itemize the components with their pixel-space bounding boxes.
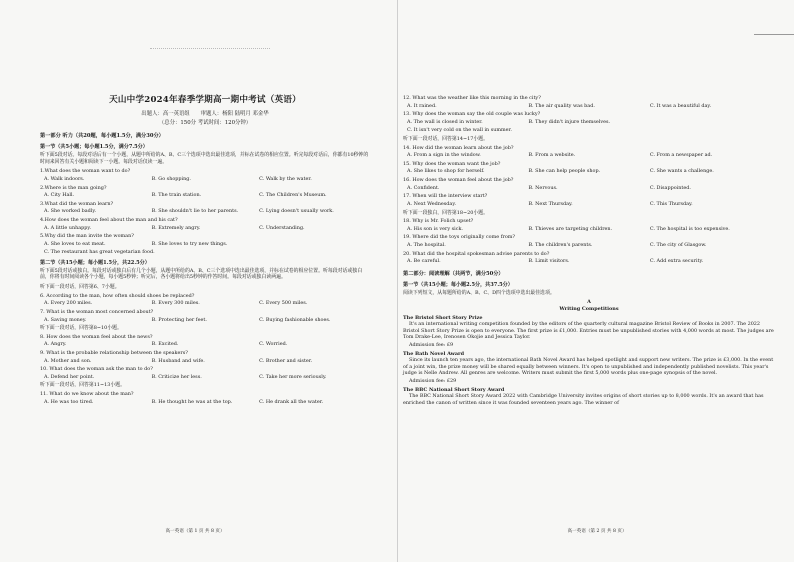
option-c: C. Take her more seriously.	[259, 373, 327, 380]
option-c: C. Understanding.	[259, 224, 305, 231]
option-b: B. Protecting her feet.	[151, 316, 207, 323]
question-block	[403, 95, 775, 109]
option-a: A. Confident.	[407, 184, 440, 191]
option-c: C. Every 500 miles.	[259, 300, 308, 307]
page-2-content	[403, 95, 775, 407]
question-block	[403, 177, 775, 191]
question-text: 17. When will the interview start?	[403, 193, 488, 200]
option-c: C. She wants a challenge.	[649, 168, 714, 175]
option-a: A. City Hall.	[44, 192, 75, 199]
option-a: A. She worked badly.	[44, 208, 97, 215]
option-c: C. He drank all the water.	[259, 398, 324, 405]
option-b: B. She shouldn't lie to her parents.	[151, 208, 239, 215]
question-block	[40, 168, 370, 182]
option-a: A. Every 200 miles.	[44, 300, 93, 307]
option-b: B. Extremely angry.	[151, 224, 201, 231]
competition-description: The BBC National Short Story Award 2022 with Cambridge University invites origins of short stories up to 8,000 words. It's an award that has enriched the canon of written since it was founded seventeen years ago. The winner of	[403, 393, 764, 406]
option-b: B. She loves to try new things.	[151, 240, 228, 247]
option-c: C. Lying doesn't usually work.	[259, 208, 334, 215]
section-1-heading: 第一节（共5小题；每小题1.5分，满分7.5分）	[40, 144, 148, 151]
listening-note: 听下面一段独白，回答第18~20小题。	[403, 209, 489, 216]
option-b: B. Every 300 miles.	[151, 300, 200, 307]
question-text: 1.What does the woman want to do?	[40, 168, 131, 175]
option-a: A. Next Wednesday.	[407, 200, 457, 207]
option-a: A. Defend her point.	[44, 373, 95, 380]
competition-heading: The Bristol Short Story Prize	[403, 314, 483, 321]
option-b: B. The children's parents.	[528, 241, 593, 248]
option-c: C. From a newspaper ad.	[649, 152, 713, 159]
option-c: C. Brother and sister.	[259, 357, 313, 364]
competition-description: It's an international writing competition founded by the editors of the quarterly cultural magazine Bristol Review of Books in 2007. The 2022 Bristol Short Story Prize is open to everyone. The first prize is £1,000. Entries must be unpublished stories with 4,000 words at most. The judges are Tom Drake-Lee, Irenosen Okojie and Jessica Taylor.	[403, 321, 774, 341]
question-block	[40, 391, 370, 405]
question-block	[403, 193, 775, 207]
question-text: 8. How does the woman feel about the news?	[40, 333, 153, 340]
option-c: C. The hospital is too expensive.	[649, 225, 730, 232]
option-a: A. From a sign in the window.	[407, 152, 481, 159]
option-c: C. Buying fashionable shoes.	[259, 316, 331, 323]
exam-title: 天山中学2024年春季学期高一期中考试（英语）	[109, 95, 301, 105]
option-b: B. From a website.	[528, 152, 576, 159]
question-text: 3.What did the woman learn?	[40, 200, 114, 207]
competition-heading: The BBC National Short Story Award	[403, 386, 505, 393]
option-a: A. The hospital.	[407, 241, 446, 248]
listening-note: 听下面一段对话，回答第11~13小题。	[40, 382, 126, 389]
page-1-content	[40, 95, 370, 407]
part-2-heading: 第二部分：阅读理解（共两节，满分50分）	[403, 270, 504, 277]
option-a: A. She likes to shop for herself.	[407, 168, 485, 175]
question-text: 19. Where did the toys originally come from?	[403, 234, 516, 241]
question-text: 12. What was the weather like this morning in the city?	[403, 95, 541, 101]
question-block	[403, 111, 775, 134]
question-block	[40, 217, 370, 231]
option-b: B. Criticize her less.	[151, 373, 202, 380]
option-c: C. The Children's Museum.	[259, 192, 327, 199]
listening-note: 听下面一段对话，回答第6、7小题。	[40, 284, 120, 291]
option-a: A. Walk indoors.	[44, 175, 85, 182]
option-c: C. It isn't very cold on the wall in summer.	[407, 127, 512, 134]
option-b: B. Limit visitors.	[528, 258, 570, 265]
question-block	[403, 251, 775, 265]
listening-note: 听下面一段对话，回答第8~10小题。	[40, 325, 122, 332]
question-text: 15. Why does the woman want the job?	[403, 160, 501, 167]
question-block	[40, 366, 370, 380]
option-b: B. They didn't injure themselves.	[528, 118, 611, 125]
question-block	[40, 185, 370, 199]
option-c: C. Add extra security.	[649, 258, 704, 265]
option-a: A. He was too tired.	[44, 398, 94, 405]
question-block	[40, 293, 370, 307]
option-b: B. Thieves are targeting children.	[528, 225, 613, 232]
question-block	[403, 145, 775, 159]
exam-meta: （总分：150分 考试时间：120分钟）	[158, 119, 252, 126]
page-1-footer: 高一英语（第 1 页 共 8 页）	[165, 529, 225, 534]
option-b: B. Excited.	[151, 341, 179, 348]
passage-title: Writing Competitions	[559, 305, 619, 312]
option-b: B. She can help people shop.	[528, 168, 601, 175]
admission-fee: Admission fee: £9	[409, 341, 454, 348]
question-text: 11. What do we know about the man?	[40, 391, 134, 398]
question-text: 6. According to the man, how often should shoes be replaced?	[40, 292, 195, 299]
section-1-instructions: 听下面5段对话。每段对话后有一个小题，从题中所给的A、B、C三个选项中选出最佳选项，并标在试卷的相应位置。听完每段对话后，你都有10秒钟的时间来回答有关小题和阅读下一小题。每段对话仅读一遍。	[40, 152, 369, 165]
page-2	[397, 0, 794, 562]
option-b: B. He thought he was at the top.	[151, 398, 233, 405]
question-text: 7. What is the woman most concerned about?	[40, 308, 154, 315]
option-b: B. Next Thursday.	[528, 200, 573, 207]
question-block	[403, 234, 775, 248]
option-b: B. The air quality was bad.	[528, 102, 595, 109]
option-c: C. The city of Glasgow.	[649, 241, 707, 248]
reading-instructions: 阅读下列短文，从每题所给的A、B、C、D四个选项中选出最佳选项。	[403, 289, 555, 296]
scan-edge	[754, 34, 794, 35]
admission-fee: Admission fee: £29	[409, 378, 457, 384]
question-text: 18. Why is Mr. Folich upset?	[403, 218, 474, 225]
option-c: C. This Thursday.	[649, 200, 693, 207]
question-text: 10. What does the woman ask the man to do?	[40, 366, 153, 373]
question-block	[403, 218, 775, 232]
option-a: A. Saving money.	[44, 316, 87, 323]
question-text: 16. How does the woman feel about the job?	[403, 177, 514, 184]
option-a: A. It rained.	[407, 102, 437, 109]
exam-authors: 出题人：高一英语组 审题人：杨阳 陆明月 邓金华	[141, 110, 269, 117]
question-block	[40, 201, 370, 215]
part-1-heading: 第一部分 听力（共20题，每小题1.5分，满分30分）	[40, 133, 164, 140]
option-b: B. Husband and wife.	[151, 357, 205, 364]
question-text: 2.Where is the man going?	[40, 184, 107, 191]
competition-heading: The Bath Novel Award	[403, 350, 465, 357]
option-a: A. Mother and son.	[44, 357, 92, 364]
question-text: 9. What is the probable relationship between the speakers?	[40, 349, 188, 356]
question-block	[403, 161, 775, 175]
option-c: C. Disappointed.	[649, 184, 691, 191]
section-2-instructions: 听下面5段对话或独白。每段对话或独白后有几个小题，从题中所给的A、B、C三个选项中选出最佳选项，并标在试卷的相应位置。听每段对话或独白前，你将有时间阅读各个小题，每小题5秒钟；听完后，各小题将给出5秒钟的作答时间。每段对话或独白读两遍。	[40, 267, 363, 281]
option-a: A. The wall is closed in winter.	[407, 118, 483, 125]
question-text: 13. Why does the woman say the old couple was lucky?	[403, 111, 541, 118]
passage-letter: A	[587, 299, 591, 306]
page-2-footer: 高一英语（第 2 页 共 8 页）	[567, 529, 627, 534]
option-a: A. His son is very sick.	[407, 225, 463, 232]
option-a: A. A little unhappy.	[44, 224, 92, 231]
option-a: A. Be careful.	[407, 258, 441, 265]
question-block	[40, 350, 370, 364]
listening-note: 听下面一段对话，回答第14~17小题。	[403, 136, 489, 143]
option-c: C. Worried.	[259, 341, 288, 348]
option-a: A. Angry.	[44, 341, 67, 348]
option-a: A. She loves to eat meat.	[44, 240, 106, 247]
question-text: 4.How does the woman feel about the man and his cat?	[40, 216, 178, 223]
binding-dotted-line	[150, 48, 270, 49]
reading-section-1-heading: 第一节（共15小题；每小题2.5分，共37.5分）	[403, 281, 513, 288]
question-block	[40, 334, 370, 348]
question-text: 20. What did the hospital spokesman advise parents to do?	[403, 250, 550, 257]
competition-description: Since its launch ten years ago, the international Bath Novel Award has helped spotlight and support new writers. The prize is £3,000. In the event of a joint win, the prize money will be shared equally between winners. It's open to unpublished and independently published novelists. This year's judge is Nelle Andrew. All genres are welcome. Writers must submit the first 5,000 words plus one-page synopsis of the novel.	[403, 357, 774, 377]
question-text: 14. How did the woman learn about the job?	[403, 144, 514, 151]
option-c: C. Walk by the water.	[259, 175, 312, 182]
question-text: 5.Why did the man invite the woman?	[40, 233, 134, 240]
option-b: B. Go shopping.	[151, 175, 191, 182]
option-c: C. The restaurant has great vegetarian food.	[44, 249, 155, 256]
option-c: C. It was a beautiful day.	[649, 102, 712, 109]
option-b: B. Nervous.	[528, 184, 558, 191]
section-2-heading: 第二节（共15小题；每小题1.5分，共22.5分）	[40, 260, 150, 266]
question-block	[40, 309, 370, 323]
option-b: B. The train station.	[151, 192, 202, 199]
question-block	[40, 233, 370, 256]
